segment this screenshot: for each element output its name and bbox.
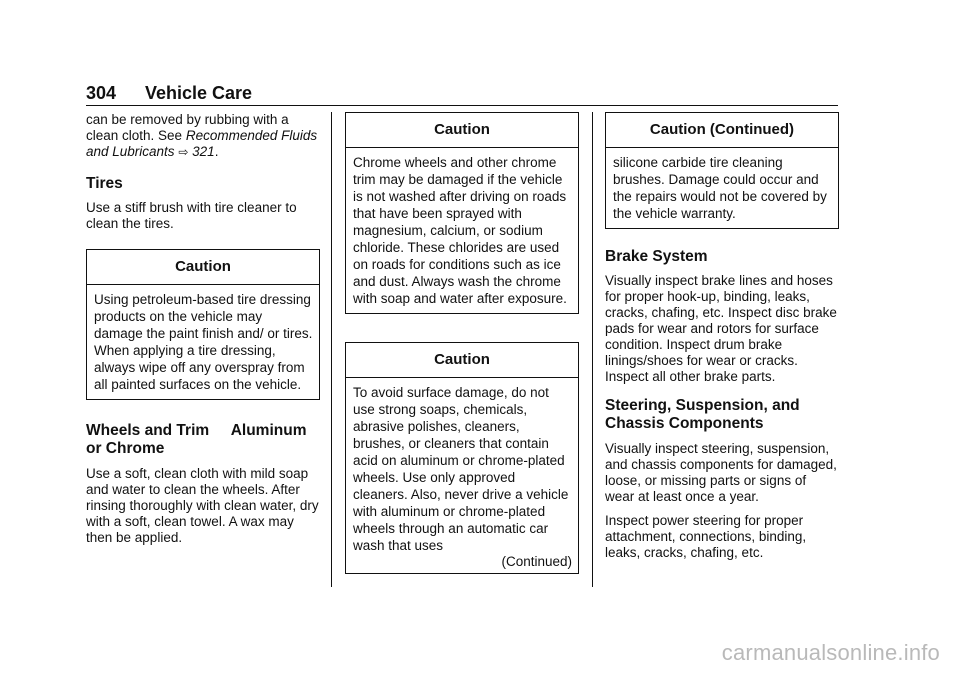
page-header [86, 80, 838, 106]
caution-box-continued [605, 112, 839, 229]
column-divider-left [331, 112, 332, 587]
caution-box-surface [345, 342, 579, 574]
caution-body: To avoid surface damage, do not use strong soaps, chemicals, abrasive polishes, cleaners, brushes, or cleaners that contain acid on aluminum or chrome-plated wheels. Use only approved cleaners. Also, never drive a vehicle with aluminum or chrome-plated wheels through an automatic car wash that uses (Continued) [353, 385, 572, 569]
caution-body: Using petroleum-based tire dressing products on the vehicle may damage the paint finish and/ or tires. When applying a tire dressing, always wipe off any overspray from all painted surfaces on the vehicle. [94, 292, 313, 392]
caution-title: Caution (Continued) [606, 113, 838, 148]
caution-title: Caution [346, 113, 578, 148]
watermark-text: carmanualsonline.info [721, 640, 940, 665]
power-steering-paragraph: Inspect power steering for proper attachment, connections, binding, leaks, cracks, chafing, etc. [605, 513, 807, 560]
column-middle [345, 112, 579, 574]
column-right [605, 112, 839, 561]
column-left [86, 112, 320, 546]
tires-heading: Tires [86, 175, 123, 192]
tires-paragraph: Use a stiff brush with tire cleaner to clean the tires. [86, 200, 297, 231]
page-reference-icon: ⇨ [178, 145, 189, 159]
cross-reference-link[interactable]: Recommended Fluids and Lubricants [86, 128, 318, 159]
cross-reference-page[interactable]: 321 [192, 144, 215, 159]
section-title: Vehicle Care [145, 83, 253, 103]
wheels-paragraph: Use a soft, clean cloth with mild soap and water to clean the wheels. After rinsing thoroughly with clean water, dry with a soft, clean towel. A wax may then be applied. [86, 466, 319, 545]
steering-heading: Steering, Suspension, and Chassis Components [605, 397, 800, 432]
caution-body: Chrome wheels and other chrome trim may be damaged if the vehicle is not washed after driving on roads that have been sprayed with magnesium, calcium, or sodium chloride. These chlorides are used on roads for conditions such as ice and dust. Always wash the chrome with soap and water after exposure. [353, 155, 567, 306]
continued-label: (Continued) [501, 554, 572, 569]
caution-body: silicone carbide tire cleaning brushes. Damage could occur and the repairs would not be covered by the vehicle warranty. [613, 155, 827, 221]
brake-heading: Brake System [605, 248, 708, 265]
caution-title: Caution [346, 343, 578, 378]
wheels-heading: Wheels and Trim Aluminum or Chrome [86, 422, 307, 457]
intro-paragraph: can be removed by rubbing with a clean cloth. See Recommended Fluids and Lubricants ⇨ 321. [86, 112, 318, 159]
brake-paragraph: Visually inspect brake lines and hoses for proper hook-up, binding, leaks, cracks, chafing, etc. Inspect disc brake pads for wear and rotors for surface condition. Inspect drum brake linings/shoes for wear or cracks. Inspect all other brake parts. [605, 273, 837, 384]
caution-box-chrome [345, 112, 579, 314]
page-number: 304 [86, 83, 117, 103]
column-divider-right [592, 112, 593, 587]
caution-box-tires [86, 249, 320, 400]
steering-paragraph: Visually inspect steering, suspension, and chassis components for damaged, loose, or missing parts or signs of wear at least once a year. [605, 441, 837, 504]
caution-title: Caution [87, 250, 319, 285]
